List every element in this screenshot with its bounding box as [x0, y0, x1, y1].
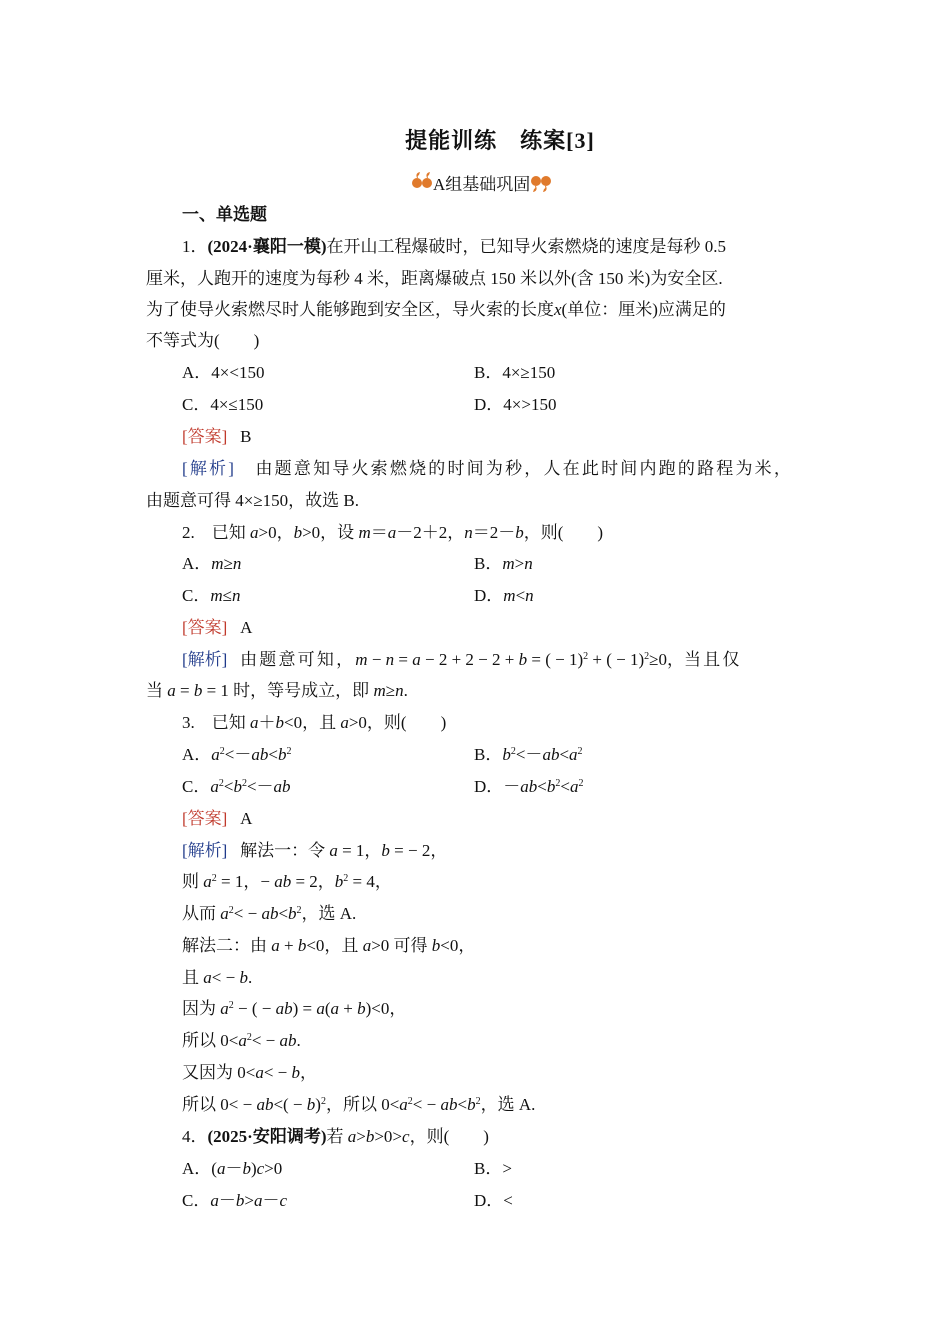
q1-analysis-line-1: [182, 458, 793, 480]
q1-answer: [182, 426, 251, 448]
q3-analysis-line-4: 解法二：由 a + b<0，且 a>0 可得 b<0，: [182, 936, 476, 955]
q3-option-a: A．$a^2<-ab<b^2$: [182, 745, 292, 764]
q2-option-a: A．m≥n: [182, 554, 242, 573]
q1-stem-line-1: [182, 236, 726, 258]
q2-option-b: B．m>n: [474, 554, 533, 573]
group-label: A组基础巩固: [433, 174, 531, 194]
q3-analysis-line-9: 所以 $0< - ab<( - b)^2$，所以 $0<a^2< - ab<b^2$，选 A.: [182, 1095, 536, 1114]
q3-analysis-line-6: 因为 $a^2$ − ( − ab) = a(a + b)<0，: [182, 999, 407, 1018]
q3-analysis-tag: [解析]: [182, 841, 228, 860]
q1-answer-value: B: [240, 427, 252, 446]
q1-source: (2024·襄阳一模): [207, 237, 327, 256]
q1-stem-3a: 为了使导火索燃尽时人能够跑到安全区，导火索的长度: [146, 300, 554, 319]
q3-answer-tag: [答案]: [182, 809, 228, 828]
q1-stem-line-3: [146, 299, 726, 321]
q1-stem-line-4: 不等式为( ): [146, 331, 260, 350]
q2-answer: [182, 617, 252, 639]
q2-option-d: D．m<n: [474, 586, 534, 605]
q2-answer-value: A: [240, 618, 253, 637]
right-quote-icon: [530, 171, 552, 193]
q2-analysis-line-1: [解析] 由题意可知，m − n = a − 2 + 2 − 2 + b = ( − 1)$^2$ + ( − 1)$^2$≥0，当且仅: [182, 650, 742, 669]
q3-analysis-line-3: 从而 $a^2< - ab<b^2$，选 A.: [182, 904, 357, 923]
q1-analysis-line-2: 由题意可得 4×≥150，故选 B.: [146, 491, 360, 510]
q1-stem-3b: (单位：厘米)应满足的: [561, 300, 726, 319]
q1-analysis-tag: [解析]: [182, 459, 237, 478]
q3-option-b: B．$b^2<-ab<a^2$: [474, 745, 583, 764]
section-heading: 一、单选题: [182, 205, 267, 224]
q3-analysis-line-2: 则 $a^2 = 1$，− ab = 2，$b^2 = 4$，: [182, 872, 392, 891]
q1-stem-line-2: 厘米，人跑开的速度为每秒 4 米，距离爆破点 150 米以外(含 150 米)为安全区.: [146, 269, 723, 288]
q1-option-d: D．4×>150: [474, 395, 557, 414]
q3-option-c: C．$a^2<b^2<-ab$: [182, 777, 291, 796]
q3-stem: 3. 已知 a＋b<0，且 a>0，则( ): [182, 713, 447, 732]
q3-analysis-line-8: 又因为 0<a< − b，: [182, 1063, 318, 1082]
q4-option-c: C．a－b>a－c: [182, 1191, 287, 1210]
q1-number: 1．: [182, 237, 208, 256]
q4-number: 4．: [182, 1127, 208, 1146]
q1-stem-text: 在开山工程爆破时，已知导火索燃烧的速度是每秒 0.5: [326, 237, 726, 256]
q3-analysis-line-1: [解析] 解法一：令 a = 1，b = − 2，: [182, 841, 448, 860]
q3-answer-value: A: [240, 809, 253, 828]
q1-answer-tag: [答案]: [182, 427, 228, 446]
q2-stem: 2. 已知 a>0，b>0，设 m＝a－2＋2，n＝2－b，则( ): [182, 523, 604, 542]
q3-analysis-line-5: 且 a< − b.: [182, 968, 253, 987]
q4-option-b: B．>: [474, 1159, 512, 1178]
q1-analysis-text: 由题意知导火索燃烧的时间为秒，人在此时间内跑的路程为米，: [255, 459, 794, 478]
q3-option-d: D．$-ab<b^2<a^2$: [474, 777, 584, 796]
q3-analysis-line-7: 所以 $0<a^2<$ − ab.: [182, 1031, 301, 1050]
q1-option-a: A．4×<150: [182, 363, 265, 382]
q3-answer: [182, 808, 252, 830]
q2-analysis-line-2: 当 a = b = 1 时，等号成立，即 m≥n.: [146, 681, 408, 700]
q1-var-x: x: [554, 300, 562, 319]
q1-option-b: B．4×≥150: [474, 363, 556, 382]
q2-analysis-tag: [解析]: [182, 650, 228, 669]
q2-option-c: C．m≤n: [182, 586, 241, 605]
q4-stem: 4．(2025·安阳调考)若 a>b>0>c，则( ): [182, 1127, 489, 1146]
q4-option-d: D．<: [474, 1191, 513, 1210]
group-heading: [411, 168, 552, 196]
q2-answer-tag: [答案]: [182, 618, 228, 637]
q4-source: (2025·安阳调考): [207, 1127, 327, 1146]
page-title: 提能训练 练案[3]: [405, 128, 595, 153]
q1-option-c: C．4×≤150: [182, 395, 264, 414]
left-quote-icon: [411, 171, 433, 193]
q4-option-a: A．(a－b)c>0: [182, 1159, 283, 1178]
